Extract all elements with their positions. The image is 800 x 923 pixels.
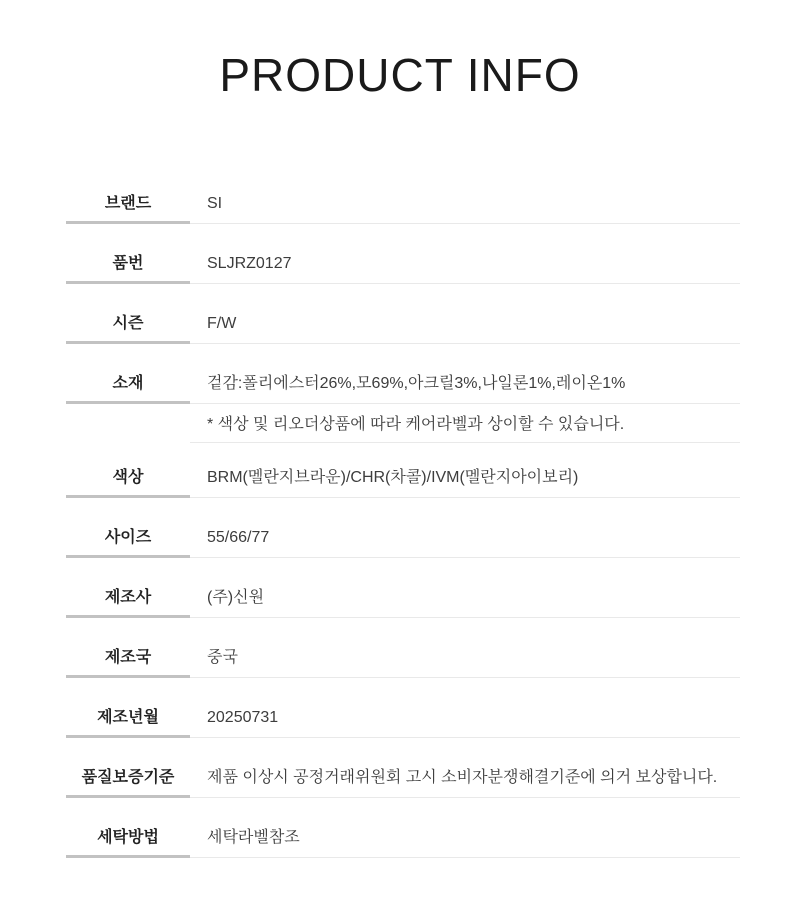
product-info-page: [0, 49, 800, 923]
row-label: 제조국: [66, 618, 190, 678]
row-value: F/W: [190, 284, 740, 344]
row-value: (주)신원: [190, 558, 740, 618]
table-row: [66, 224, 740, 284]
table-row: [66, 738, 740, 798]
row-value: 중국: [190, 618, 740, 678]
row-label-spacer: [66, 404, 190, 443]
row-value: 20250731: [190, 678, 740, 738]
row-label: 색상: [66, 443, 190, 498]
row-value: SLJRZ0127: [190, 224, 740, 284]
row-label: 시즌: [66, 284, 190, 344]
table-row: [66, 558, 740, 618]
table-row: [66, 443, 740, 498]
table-row: [66, 798, 740, 858]
table-row: [66, 284, 740, 344]
table-row: [66, 618, 740, 678]
row-value: 겉감:폴리에스터26%,모69%,아크릴3%,나일론1%,레이온1%: [190, 344, 740, 404]
row-label: 소재: [66, 344, 190, 404]
row-label: 제조년월: [66, 678, 190, 738]
row-label: 품번: [66, 224, 190, 284]
row-label: 품질보증기준: [66, 738, 190, 798]
row-value: 제품 이상시 공정거래위원회 고시 소비자분쟁해결기준에 의거 보상합니다.: [190, 738, 740, 798]
product-info-table: [66, 164, 740, 858]
table-note-row: [66, 404, 740, 443]
row-label: 세탁방법: [66, 798, 190, 858]
row-value: BRM(멜란지브라운)/CHR(차콜)/IVM(멜란지아이보리): [190, 443, 740, 498]
table-row: [66, 678, 740, 738]
row-value: 55/66/77: [190, 498, 740, 558]
table-row: [66, 344, 740, 404]
page-title: PRODUCT INFO: [219, 49, 581, 101]
row-label: 브랜드: [66, 164, 190, 224]
table-row: [66, 164, 740, 224]
table-row: [66, 498, 740, 558]
row-value: 세탁라벨참조: [190, 798, 740, 858]
row-label: 사이즈: [66, 498, 190, 558]
row-note: * 색상 및 리오더상품에 따라 케어라벨과 상이할 수 있습니다.: [190, 404, 740, 443]
row-label: 제조사: [66, 558, 190, 618]
row-value: SI: [190, 164, 740, 224]
